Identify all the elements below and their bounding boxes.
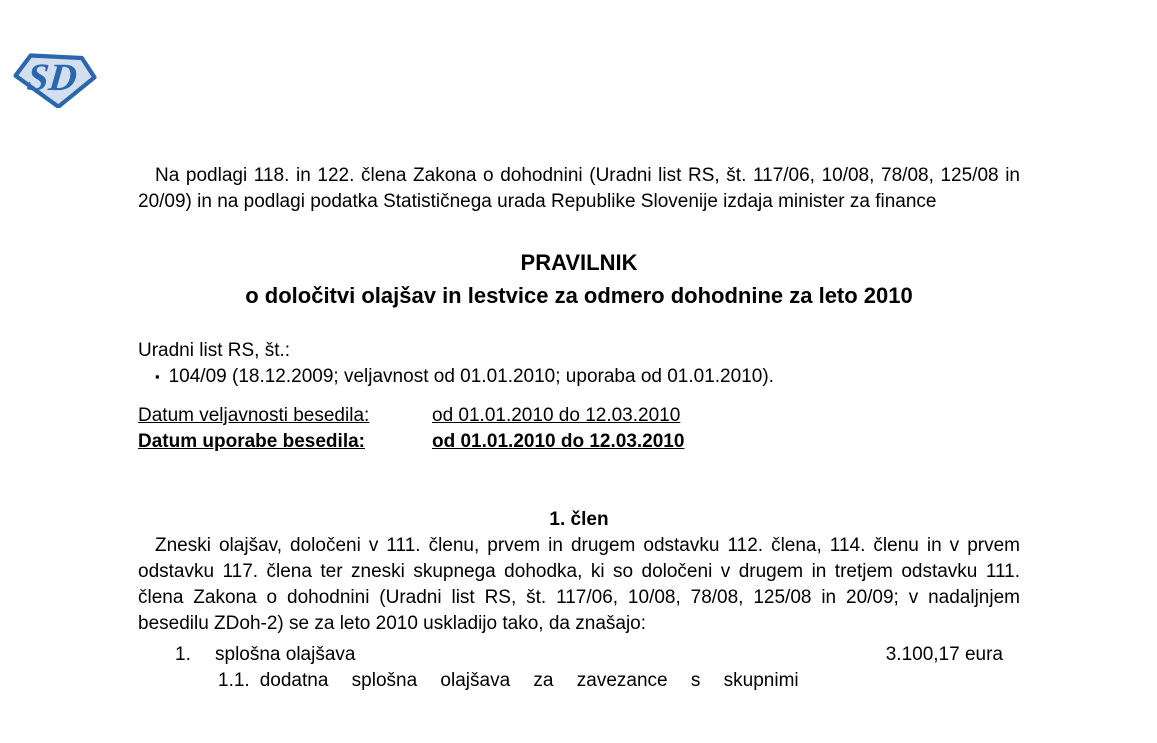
logo-letters: SD [25, 56, 80, 99]
validity-date-line [138, 403, 1020, 429]
title-line-2: o določitvi olajšav in lestvice za odmero dohodnine za leto 2010 [245, 283, 913, 308]
document-title-block [138, 246, 1020, 312]
validity-value: od 01.01.2010 do 12.03.2010 [432, 405, 681, 426]
validity-label: Datum veljavnosti besedila: [138, 405, 370, 426]
document-content [138, 163, 1020, 694]
article-1-body: Zneski olajšav, določeni v 111. členu, prvem in drugem odstavku 112. člena, 114. členu in v prvem odstavku 117. člena ter zneski skupnega dohodka, ki so določeni v drugem in tretjem odstavku 111. člena Zakona o dohodnini (Uradni list RS, št. 117/06, 10/08, 78/08, 125/08 in 20/09; v nadaljnjem besedilu ZDoh-2) se za leto 2010 uskladijo tako, da znašajo: [138, 535, 1020, 634]
subitem-label: dodatna splošna olajšava za zavezance s skupnimi [259, 670, 799, 691]
article-1-heading: 1. člen [549, 509, 609, 530]
application-date-line [138, 429, 1020, 455]
gazette-label: Uradni list RS, št.: [138, 340, 291, 361]
item-label: splošna olajšava [215, 644, 356, 665]
item-number: 1. [175, 644, 191, 665]
sd-shield-logo-icon [13, 50, 97, 108]
square-bullet-icon: ▪ [155, 369, 160, 384]
application-label: Datum uporabe besedila: [138, 431, 365, 452]
gazette-list-item [138, 364, 1020, 390]
allowance-item-1 [138, 642, 1020, 668]
title-line-1: PRAVILNIK [520, 250, 638, 275]
gazette-item-text: 104/09 (18.12.2009; veljavnost od 01.01.2010; uporaba od 01.01.2010). [168, 366, 774, 387]
intro-paragraph: Na podlagi 118. in 122. člena Zakona o dohodnini (Uradni list RS, št. 117/06, 10/08, 78/08, 125/08 in 20/09) in na podlagi podatka Statističnega urada Republike Slovenije izdaja minister za finance [138, 165, 1020, 212]
application-value: od 01.01.2010 do 12.03.2010 [432, 431, 685, 452]
subitem-number: 1.1. [218, 670, 250, 691]
official-gazette-section [138, 338, 1020, 390]
allowance-item-1-1 [138, 668, 1020, 694]
validity-dates-block [138, 403, 1020, 455]
item-amount: 3.100,17 eura [885, 644, 1003, 665]
